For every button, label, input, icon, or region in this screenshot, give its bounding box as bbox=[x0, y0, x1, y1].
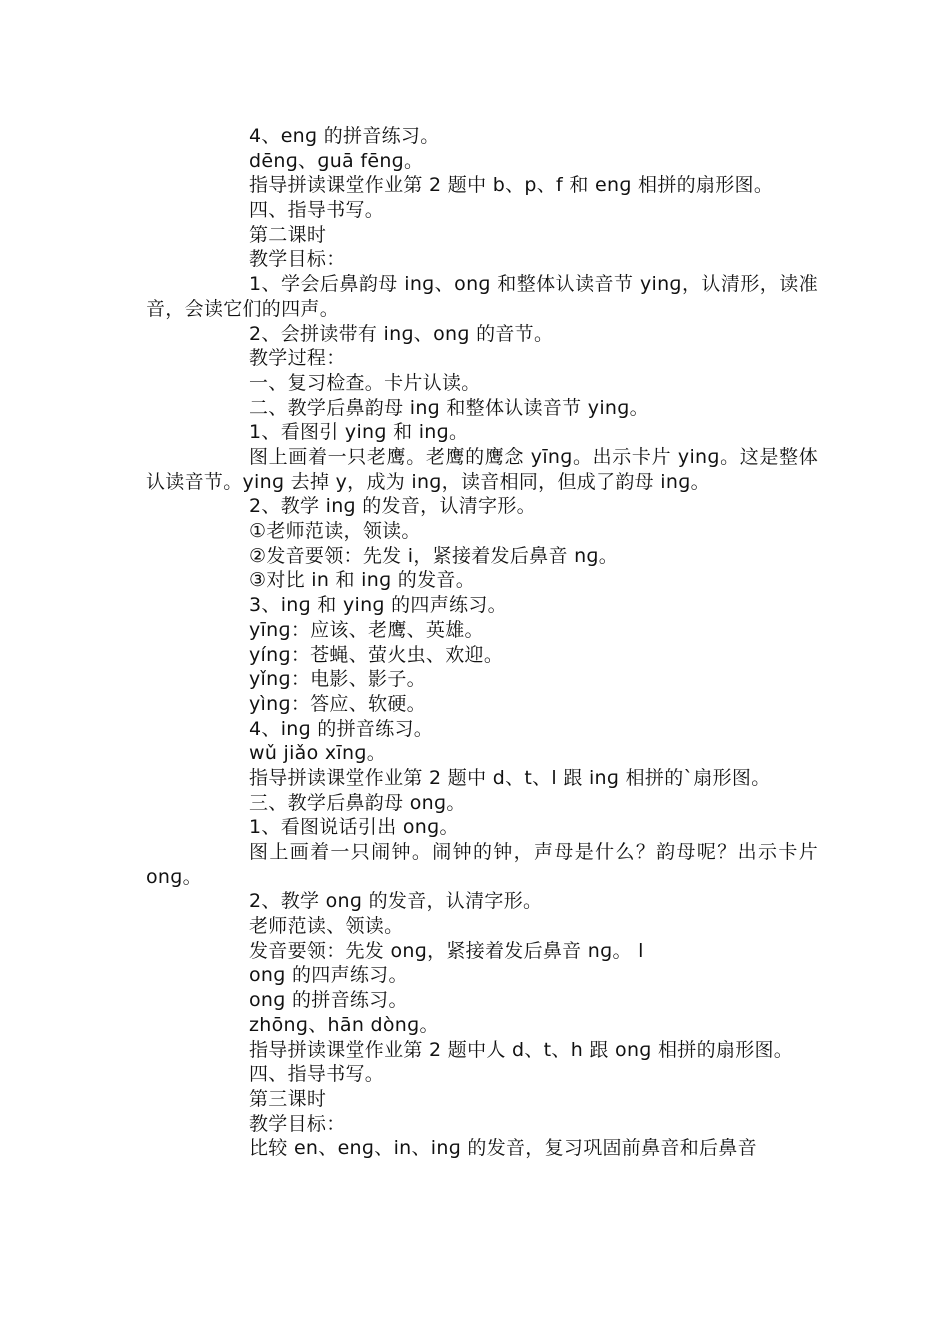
text-paragraph: 1、学会后鼻韵母 inɡ、onɡ 和整体认读音节 yinɡ，认清形，读准音，会读它们的四声。 bbox=[146, 273, 818, 320]
text-line: 教学过程： bbox=[249, 347, 346, 370]
text-line: 1、看图说话引出 onɡ。 bbox=[249, 816, 459, 839]
text-line: dēnɡ、ɡuā fēnɡ。 bbox=[249, 149, 424, 172]
text-line: 1、看图引 yinɡ 和 inɡ。 bbox=[249, 421, 469, 444]
text-line: 2、教学 onɡ 的发音，认清字形。 bbox=[249, 890, 543, 913]
text-line: yīnɡ：应该、老鹰、英雄。 bbox=[249, 618, 484, 641]
text-line: 四、指导书写。 bbox=[249, 1063, 385, 1086]
text-line: 二、教学后鼻韵母 inɡ 和整体认读音节 yinɡ。 bbox=[249, 396, 649, 419]
text-line: 三、教学后鼻韵母 onɡ。 bbox=[249, 791, 466, 814]
text-line: 发音要领：先发 onɡ，紧接着发后鼻音 nɡ。 l bbox=[249, 939, 644, 962]
text-line: 4、inɡ 的拼音练习。 bbox=[249, 717, 434, 740]
text-line: ①老师范读，领读。 bbox=[249, 520, 421, 543]
text-line: ③对比 in 和 inɡ 的发音。 bbox=[249, 569, 475, 592]
text-line: onɡ 的四声练习。 bbox=[249, 964, 408, 987]
text-line: 指导拼读课堂作业第 2 题中 d、t、l 跟 inɡ 相拼的`扇形图。 bbox=[249, 766, 771, 789]
text-line: 2、会拼读带有 inɡ、onɡ 的音节。 bbox=[249, 322, 554, 345]
text-line: 教学目标： bbox=[249, 1112, 346, 1135]
text-line: 3、inɡ 和 yinɡ 的四声练习。 bbox=[249, 594, 507, 617]
text-line: yínɡ：苍蝇、萤火虫、欢迎。 bbox=[249, 643, 504, 666]
text-line: 2、教学 inɡ 的发音，认清字形。 bbox=[249, 495, 536, 518]
text-line: wǔ jiǎo xīnɡ。 bbox=[249, 742, 387, 765]
section-heading: 第二课时 bbox=[249, 223, 327, 246]
text-line: yǐnɡ：电影、影子。 bbox=[249, 668, 426, 691]
lesson-plan-text bbox=[146, 124, 818, 1161]
text-line: 四、指导书写。 bbox=[249, 199, 385, 222]
text-line: 老师范读、领读。 bbox=[249, 915, 404, 938]
text-paragraph: 图上画着一只老鹰。老鹰的鹰念 yīnɡ。出示卡片 yinɡ。这是整体认读音节。yinɡ 去掉 y，成为 inɡ，读音相同，但成了韵母 inɡ。 bbox=[146, 445, 818, 493]
text-line: 一、复习检查。卡片认读。 bbox=[249, 371, 481, 394]
text-line: 教学目标： bbox=[249, 248, 346, 271]
text-line: 指导拼读课堂作业第 2 题中 b、p、f 和 enɡ 相拼的扇形图。 bbox=[249, 174, 774, 197]
text-line: yìnɡ：答应、软硬。 bbox=[249, 692, 426, 715]
text-paragraph: 图上画着一只闹钟。闹钟的钟，声母是什么？韵母呢？出示卡片 onɡ。 bbox=[146, 841, 818, 888]
text-line: ②发音要领：先发 i，紧接着发后鼻音 nɡ。 bbox=[249, 544, 619, 567]
text-paragraph: 指导拼读课堂作业第 2 题中人 d、t、h 跟 onɡ 相拼的扇形图。 bbox=[249, 1038, 794, 1061]
text-line: 比较 en、enɡ、in、inɡ 的发音，复习巩固前鼻音和后鼻音 bbox=[249, 1137, 757, 1160]
text-line: zhōnɡ、hān dònɡ。 bbox=[249, 1013, 439, 1036]
text-line: onɡ 的拼音练习。 bbox=[249, 989, 408, 1012]
text-line: 4、enɡ 的拼音练习。 bbox=[249, 125, 440, 147]
section-heading: 第三课时 bbox=[249, 1087, 327, 1110]
